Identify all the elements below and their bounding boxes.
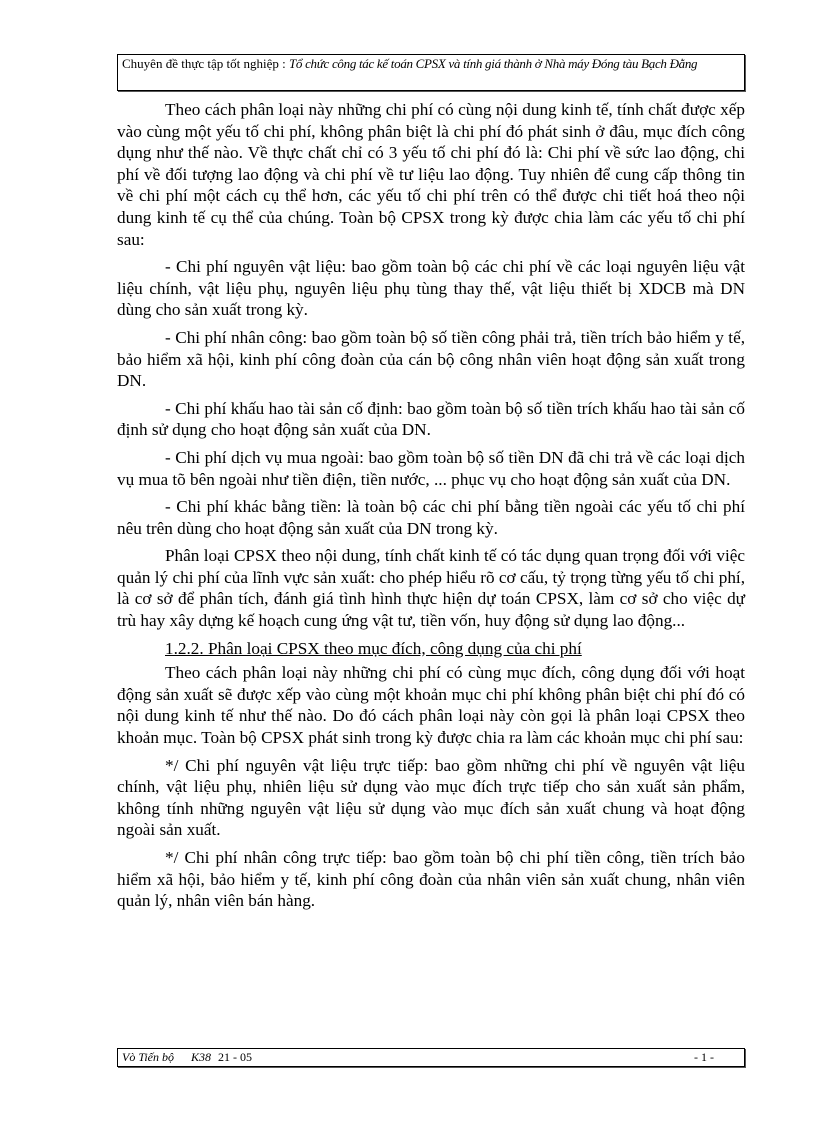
document-body xyxy=(117,99,745,918)
paragraph-material-cost: - Chi phí nguyên vật liệu: bao gồm toàn bộ các chi phí về các loại nguyên liệu vật liệu chính, vật liệu phụ, nguyên liệu phụ tùng thay thế, vật liệu thiết bị XDCB mà DN dùng cho sản xuất trong kỳ. xyxy=(117,257,745,320)
page-number: - 1 - xyxy=(694,1050,714,1064)
paragraph-purpose-classification: Theo cách phân loại này những chi phí có cùng mục đích, công dụng đối với hoạt động sản xuất sẽ được xếp vào cùng một khoản mục chi phí không phân biệt chi phí đó có nội dung kinh tế như thế nào. Do đó cách phân loại này còn gọi là phân loại CPSX theo khoản mục. Toàn bộ CPSX phát sinh trong kỳ được chia ra làm các khoản mục chi phí sau: xyxy=(117,663,745,748)
paragraph-outsourced-services: - Chi phí dịch vụ mua ngoài: bao gồm toàn bộ số tiền DN đã chi trả về các loại dịch vụ mua tõ bên ngoài như tiền điện, tiền nước, ... phục vụ cho hoạt động sản xuất của DN. xyxy=(117,447,745,489)
footer-author: Vò Tiến bộ xyxy=(122,1050,175,1064)
paragraph-depreciation-cost: - Chi phí khấu hao tài sản cố định: bao gồm toàn bộ số tiền trích khấu hao tài sản cố định sử dụng cho hoạt động sản xuất của DN. xyxy=(117,398,745,440)
paragraph-classification-benefit: Phân loại CPSX theo nội dung, tính chất kinh tế có tác dụng quan trọng đối với việc quản lý chi phí của lĩnh vực sản xuất: cho phép hiểu rõ cơ cấu, tỷ trọng từng yếu tố chi phí, là cơ sở để phân tích, đánh giá tình hình thực hiện dự toán CPSX, làm cơ sở cho việc dự trù hay xây dựng kế hoạch cung ứng vật tư, tiền vốn, huy động sử dụng lao động... xyxy=(117,546,745,631)
paragraph-other-cash-cost: - Chi phí khác bằng tiền: là toàn bộ các chi phí bằng tiền ngoài các yếu tố chi phí nêu trên dùng cho hoạt động sản xuất của DN trong kỳ. xyxy=(117,497,745,538)
header-label: Chuyên đề thực tập tốt nghiệp : xyxy=(122,56,289,71)
paragraph-direct-labor: */ Chi phí nhân công trực tiếp: bao gồm toàn bộ chi phí tiền công, tiền trích bảo hiểm xã hội, bảo hiểm y tế, kinh phí công đoàn của nhân viên sản xuất chung, nhân viên quản lý, nhân viên bán hàng. xyxy=(117,848,745,911)
footer-code: 21 - 05 xyxy=(218,1050,253,1064)
page-footer xyxy=(117,1048,745,1067)
section-heading: 1.2.2. Phân loại CPSX theo mục đích, công dụng của chi phí xyxy=(165,638,582,658)
paragraph-labor-cost: - Chi phí nhân công: bao gồm toàn bộ số tiền công phải trả, tiền trích bảo hiểm y tế, bảo hiểm xã hội, kinh phí công đoàn của cán bộ công nhân viên hoạt động sản xuất trong DN. xyxy=(117,327,745,391)
paragraph-direct-material: */ Chi phí nguyên vật liệu trực tiếp: bao gồm những chi phí về nguyên vật liệu chính, vật liệu phụ, nhiên liệu sử dụng vào mục đích trực tiếp cho sản xuất sản phẩm, không tính những nguyên vật liệu sử dụng vào mục đích sản xuất chung và hoạt động ngoài sản xuất. xyxy=(117,755,745,840)
header-title: Tổ chức công tác kế toán CPSX và tính giá thành ở Nhà máy Đóng tàu Bạch Đằng xyxy=(289,56,698,71)
paragraph-intro: Theo cách phân loại này những chi phí có cùng nội dung kinh tế, tính chất được xếp vào cùng một yếu tố chi phí, không phân biệt là chi phí đó phát sinh ở đâu, mục đích công dụng như thế nào. Về thực chất chỉ có 3 yếu tố chi phí đó là: Chi phí về sức lao động, chi phí về đối tượng lao động và chi phí về tư liệu lao động. Tuy nhiên để cung cấp thông tin về chi phí một cách cụ thể hơn, các yếu tố chi phí trên có thể được chi tiết hoá theo nội dung kinh tế cụ thể của chúng. Toàn bộ CPSX trong kỳ được chia làm các yếu tố chi phí sau: xyxy=(117,100,745,249)
footer-class: K38 xyxy=(191,1050,212,1064)
page-header xyxy=(117,54,745,91)
